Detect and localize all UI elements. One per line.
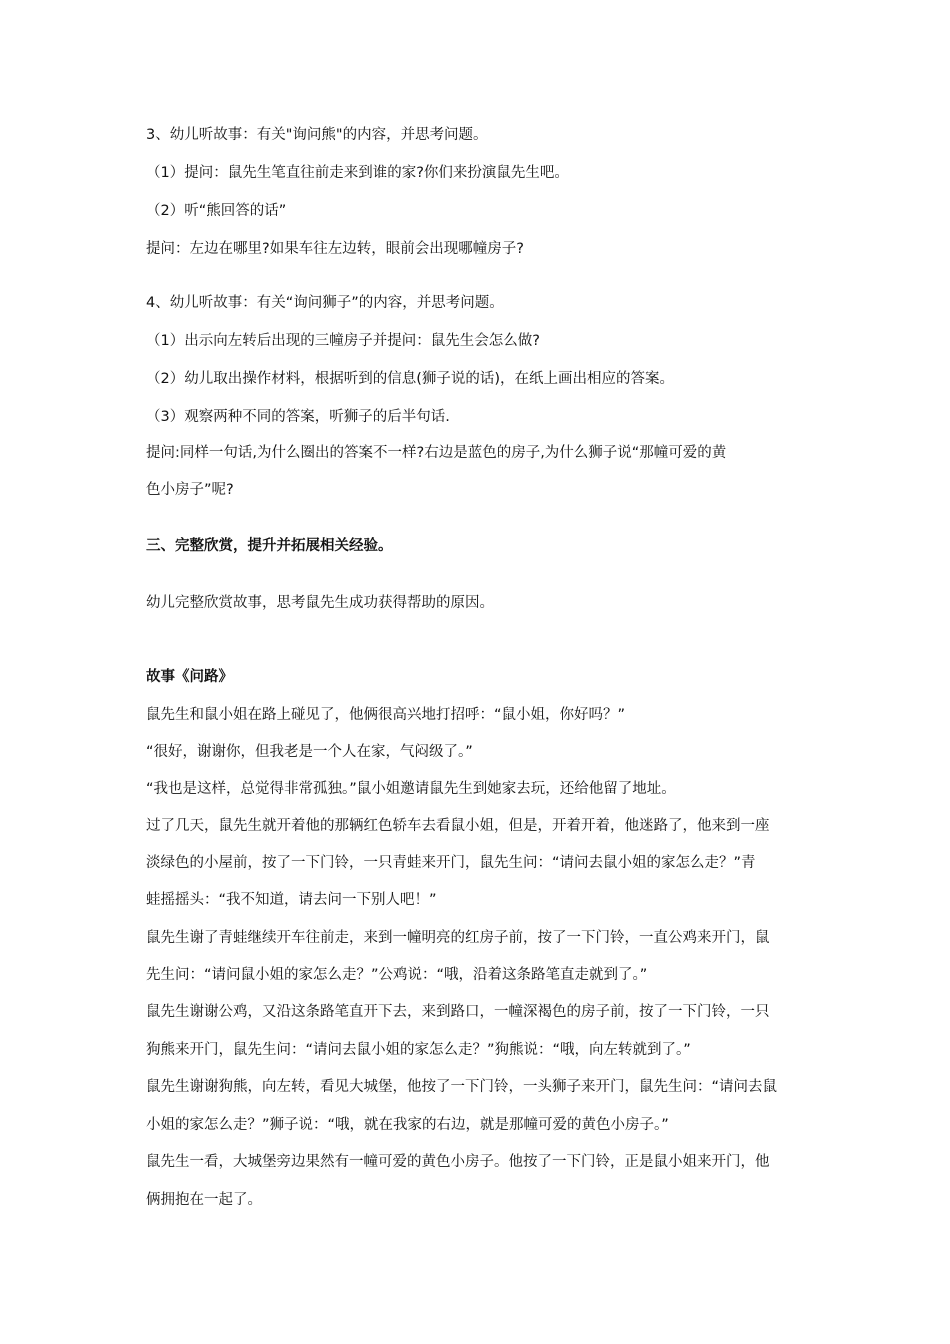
section-4-heading: 4、幼儿听故事：有关“询问狮子”的内容，并思考问题。	[146, 295, 504, 311]
story-paragraph: 过了几天，鼠先生就开着他的那辆红色轿车去看鼠小姐，但是，开着开着，他迷路了，他来到一座	[146, 818, 770, 834]
question-2-line: （2）听“熊回答的话”	[146, 203, 287, 219]
section-3-heading: 3、幼儿听故事：有关"询问熊"的内容，并思考问题。	[146, 127, 488, 143]
step-2-line: （2）幼儿取出操作材料，根据听到的信息(狮子说的话)，在纸上画出相应的答案。	[146, 371, 675, 387]
part-3-text: 幼儿完整欣赏故事，思考鼠先生成功获得帮助的原因。	[146, 595, 494, 611]
story-paragraph: 先生问：“请问鼠小姐的家怎么走？”公鸡说：“哦，沿着这条路笔直走就到了。”	[146, 967, 648, 983]
story-paragraph: 淡绿色的小屋前，按了一下门铃，一只青蛙来开门，鼠先生问：“请问去鼠小姐的家怎么走？”青	[146, 855, 756, 871]
question-same-sentence-line-1: 提问:同样一句话,为什么圈出的答案不一样?右边是蓝色的房子,为什么狮子说“那幢可爱的黄	[146, 445, 727, 461]
question-left-line: 提问：左边在哪里?如果车往左边转，眼前会出现哪幢房子?	[146, 241, 524, 257]
part-3-heading: 三、完整欣赏，提升并拓展相关经验。	[146, 538, 393, 554]
story-title: 故事《问路》	[146, 669, 233, 685]
story-paragraph: “很好，谢谢你，但我老是一个人在家，气闷级了。”	[146, 744, 473, 760]
story-paragraph: 鼠先生和鼠小姐在路上碰见了，他俩很高兴地打招呼：“鼠小姐，你好吗？”	[146, 707, 626, 723]
question-1-line: （1）提问：鼠先生笔直往前走来到谁的家?你们来扮演鼠先生吧。	[146, 165, 569, 181]
story-paragraph: 狗熊来开门，鼠先生问：“请问去鼠小姐的家怎么走？”狗熊说：“哦，向左转就到了。”	[146, 1042, 691, 1058]
step-3-line: （3）观察两种不同的答案，听狮子的后半句话.	[146, 409, 450, 425]
story-paragraph: 鼠先生一看，大城堡旁边果然有一幢可爱的黄色小房子。他按了一下门铃，正是鼠小姐来开门，他	[146, 1154, 770, 1170]
step-1-line: （1）出示向左转后出现的三幢房子并提问：鼠先生会怎么做?	[146, 333, 540, 349]
story-paragraph: “我也是这样，总觉得非常孤独。”鼠小姐邀请鼠先生到她家去玩，还给他留了地址。	[146, 781, 676, 797]
story-paragraph: 俩拥抱在一起了。	[146, 1192, 262, 1208]
story-paragraph: 蛙摇摇头：“我不知道，请去问一下别人吧！”	[146, 892, 437, 908]
story-paragraph: 鼠先生谢谢公鸡，又沿这条路笔直开下去，来到路口，一幢深褐色的房子前，按了一下门铃，一只	[146, 1004, 770, 1020]
story-paragraph: 鼠先生谢了青蛙继续开车往前走，来到一幢明亮的红房子前，按了一下门铃，一直公鸡来开门，鼠	[146, 930, 770, 946]
question-same-sentence-line-2: 色小房子”呢?	[146, 482, 234, 498]
story-paragraph: 小姐的家怎么走？”狮子说：“哦，就在我家的右边，就是那幢可爱的黄色小房子。”	[146, 1117, 669, 1133]
story-paragraph: 鼠先生谢谢狗熊，向左转，看见大城堡，他按了一下门铃，一头狮子来开门，鼠先生问：“请问去鼠	[146, 1079, 778, 1095]
